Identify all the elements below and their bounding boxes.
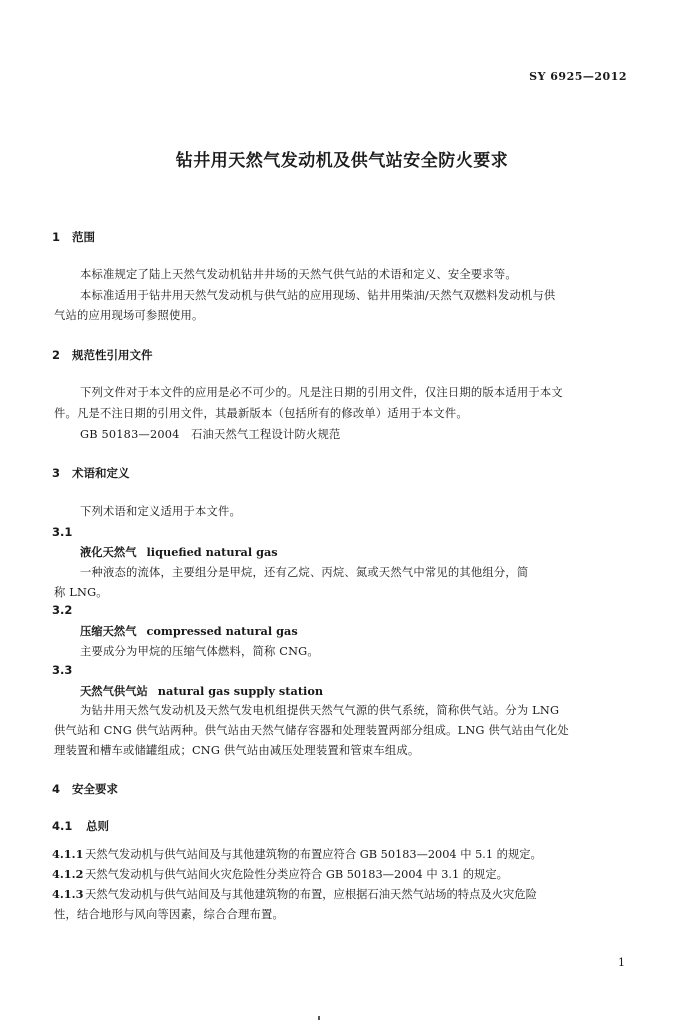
subsection-number: 4.1 xyxy=(52,819,73,833)
section-3-intro: 下列术语和定义适用于本文件。 xyxy=(80,505,241,518)
section-4-heading xyxy=(52,781,118,797)
term-number: 3.2 xyxy=(52,603,73,617)
clause-4-1-1 xyxy=(52,846,542,862)
term-heading xyxy=(80,623,298,639)
term-heading xyxy=(80,544,278,560)
document-title: 钻井用天然气发动机及供气站安全防火要求 xyxy=(175,151,509,171)
term-definition: 主要成分为甲烷的压缩气体燃料，简称 CNG。 xyxy=(80,645,319,658)
term-number: 3.3 xyxy=(52,663,73,677)
term-heading xyxy=(80,683,323,699)
section-number: 3 xyxy=(52,466,61,480)
term-definition-cont: 理装置和槽车或储罐组成；CNG 供气站由减压处理装置和管束车组成。 xyxy=(54,744,420,757)
standard-code: SY 6925—2012 xyxy=(529,70,627,83)
scan-mark xyxy=(318,1016,320,1020)
section-title: 规范性引用文件 xyxy=(72,348,153,362)
section-title: 安全要求 xyxy=(72,782,118,796)
term-definition-cont: 称 LNG。 xyxy=(54,586,108,599)
normative-reference: GB 50183—2004 石油天然气工程设计防火规范 xyxy=(80,428,341,441)
section-1-paragraph-1: 本标准规定了陆上天然气发动机钻井井场的天然气供气站的术语和定义、安全要求等。 xyxy=(80,268,517,281)
clause-text: 天然气发动机与供气站间火灾危险性分类应符合 GB 50183—2004 中 3.1 的规定。 xyxy=(85,868,508,881)
clause-text: 天然气发动机与供气站间及与其他建筑物的布置，应根据石油天然气站场的特点及火灾危险 xyxy=(85,888,537,901)
clause-number: 4.1.1 xyxy=(52,847,84,861)
section-2-heading xyxy=(52,347,153,363)
term-en: compressed natural gas xyxy=(146,624,298,638)
section-title: 范围 xyxy=(72,230,95,244)
term-cn: 天然气供气站 xyxy=(80,684,148,698)
term-definition: 为钻井用天然气发动机及天然气发电机组提供天然气气源的供气系统，简称供气站。分为 LNG xyxy=(80,704,560,717)
section-3-heading xyxy=(52,465,130,481)
term-definition: 一种液态的流体，主要组分是甲烷，还有乙烷、丙烷、氮或天然气中常见的其他组分，简 xyxy=(80,566,529,579)
term-cn: 压缩天然气 xyxy=(80,624,137,638)
subsection-title: 总则 xyxy=(86,819,109,833)
clause-4-1-3 xyxy=(52,886,537,902)
term-en: natural gas supply station xyxy=(157,684,324,698)
clause-text: 天然气发动机与供气站间及与其他建筑物的布置应符合 GB 50183—2004 中 5.1 的规定。 xyxy=(85,848,542,861)
section-1-heading xyxy=(52,229,95,245)
section-1-paragraph-2-cont: 气站的应用现场可参照使用。 xyxy=(54,309,204,322)
section-title: 术语和定义 xyxy=(72,466,130,480)
page-number: 1 xyxy=(618,956,625,969)
section-number: 1 xyxy=(52,230,61,244)
clause-4-1-3-cont: 性，结合地形与风向等因素，综合合理布置。 xyxy=(54,908,284,921)
section-2-paragraph-1-cont: 件。凡是不注日期的引用文件，其最新版本（包括所有的修改单）适用于本文件。 xyxy=(54,407,468,420)
section-2-paragraph-1: 下列文件对于本文件的应用是必不可少的。凡是注日期的引用文件，仅注日期的版本适用于本文 xyxy=(80,386,563,399)
clause-number: 4.1.3 xyxy=(52,887,84,901)
section-number: 2 xyxy=(52,348,61,362)
clause-4-1-2 xyxy=(52,866,508,882)
section-number: 4 xyxy=(52,782,61,796)
term-cn: 液化天然气 xyxy=(80,545,137,559)
section-1-paragraph-2: 本标准适用于钻井用天然气发动机与供气站的应用现场、钻井用柴油/天然气双燃料发动机与供 xyxy=(80,289,556,302)
term-number: 3.1 xyxy=(52,525,73,539)
term-definition-cont: 供气站和 CNG 供气站两种。供气站由天然气储存容器和处理装置两部分组成。LNG 供气站由气化处 xyxy=(54,724,569,737)
term-en: liquefied natural gas xyxy=(146,545,278,559)
clause-number: 4.1.2 xyxy=(52,867,84,881)
subsection-4-1-heading xyxy=(52,818,109,834)
